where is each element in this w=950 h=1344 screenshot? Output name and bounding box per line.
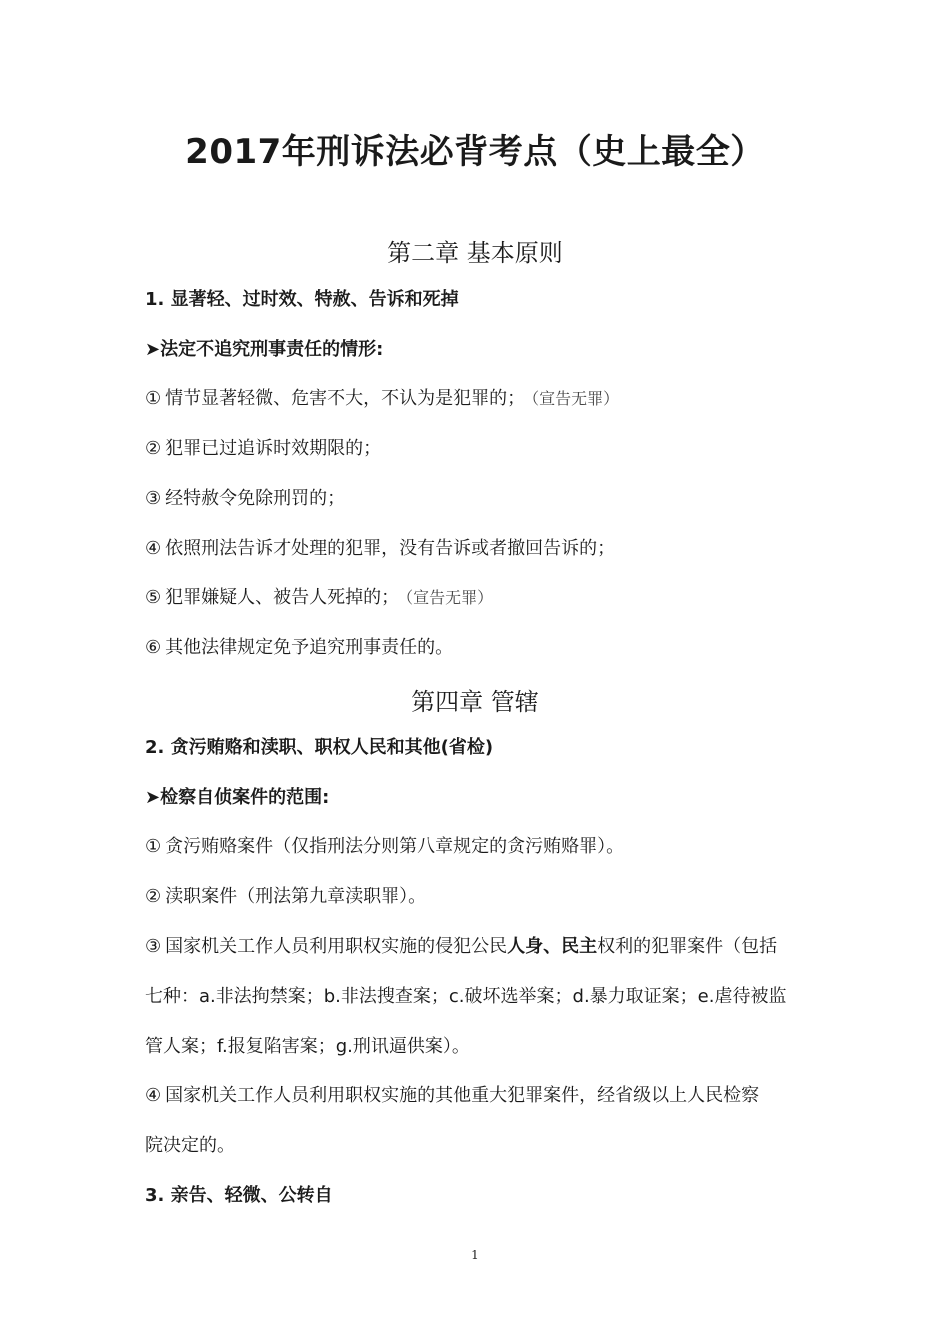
list-item <box>145 437 825 461</box>
item-number: ③ <box>145 936 162 957</box>
item-number: ① <box>145 388 162 409</box>
item-text: 渎职案件（刑法第九章渎职罪）。 <box>165 886 427 907</box>
list-item <box>145 1084 825 1108</box>
item-text: 贪污贿赂案件（仅指刑法分则第八章规定的贪污贿赂罪）。 <box>165 836 625 857</box>
list-item-continuation: 七种：a.非法拘禁案；b.非法搜查案；c.破坏选举案；d.暴力取证案；e.虐待被监 <box>145 986 787 1007</box>
item-text: 依照刑法告诉才处理的犯罪，没有告诉或者撤回告诉的； <box>165 538 616 559</box>
item-number: ⑤ <box>145 587 162 608</box>
item-text-pre: 国家机关工作人员利用职权实施的侵犯公民 <box>165 936 508 957</box>
item-text-post: 权利的犯罪案件（包括 <box>597 936 778 957</box>
subheading-procuratorate-scope: ➤检察自侦案件的范围: <box>145 787 330 808</box>
item-number: ② <box>145 438 162 459</box>
list-item-continuation: 院决定的。 <box>145 1135 235 1156</box>
item-text: 经特赦令免除刑罚的； <box>165 488 346 509</box>
item-text: 犯罪嫌疑人、被告人死掉的； <box>165 587 400 608</box>
item-number: ③ <box>145 488 162 509</box>
list-item <box>145 636 825 660</box>
item-text: 其他法律规定免予追究刑事责任的。 <box>165 637 454 658</box>
item-number: ④ <box>145 1085 162 1106</box>
item-text: 情节显著轻微、危害不大，不认为是犯罪的； <box>165 388 526 409</box>
item-note: （宣告无罪） <box>405 588 494 607</box>
item-text: 犯罪已过追诉时效期限的； <box>165 438 382 459</box>
list-item <box>145 387 825 411</box>
list-item <box>145 586 825 610</box>
section-heading-3: 3. 亲告、轻微、公转自 <box>145 1185 333 1206</box>
chapter-heading-4: 第四章 管辖 <box>411 688 539 716</box>
list-item <box>145 885 825 909</box>
chapter-heading-2: 第二章 基本原则 <box>387 239 563 267</box>
subheading-non-prosecution: ➤法定不追究刑事责任的情形: <box>145 339 384 360</box>
document-title: 2017年刑诉法必背考点（史上最全） <box>185 132 765 172</box>
item-number: ⑥ <box>145 637 162 658</box>
item-number: ① <box>145 836 162 857</box>
list-item <box>145 487 825 511</box>
section-heading-1: 1. 显著轻、过时效、特赦、告诉和死掉 <box>145 289 459 310</box>
list-item-continuation: 管人案；f.报复陷害案；g.刑讯逼供案）。 <box>145 1036 470 1057</box>
section-heading-2: 2. 贪污贿赂和渎职、职权人民和其他(省检) <box>145 737 494 758</box>
list-item <box>145 935 825 959</box>
item-number: ② <box>145 886 162 907</box>
list-item <box>145 835 825 859</box>
item-text: 国家机关工作人员利用职权实施的其他重大犯罪案件，经省级以上人民检察 <box>165 1085 760 1106</box>
item-text-emphasis: 人身、民主 <box>507 936 598 957</box>
list-item <box>145 537 825 561</box>
item-number: ④ <box>145 538 162 559</box>
page-number: 1 <box>471 1248 479 1262</box>
item-note: （宣告无罪） <box>531 389 620 408</box>
